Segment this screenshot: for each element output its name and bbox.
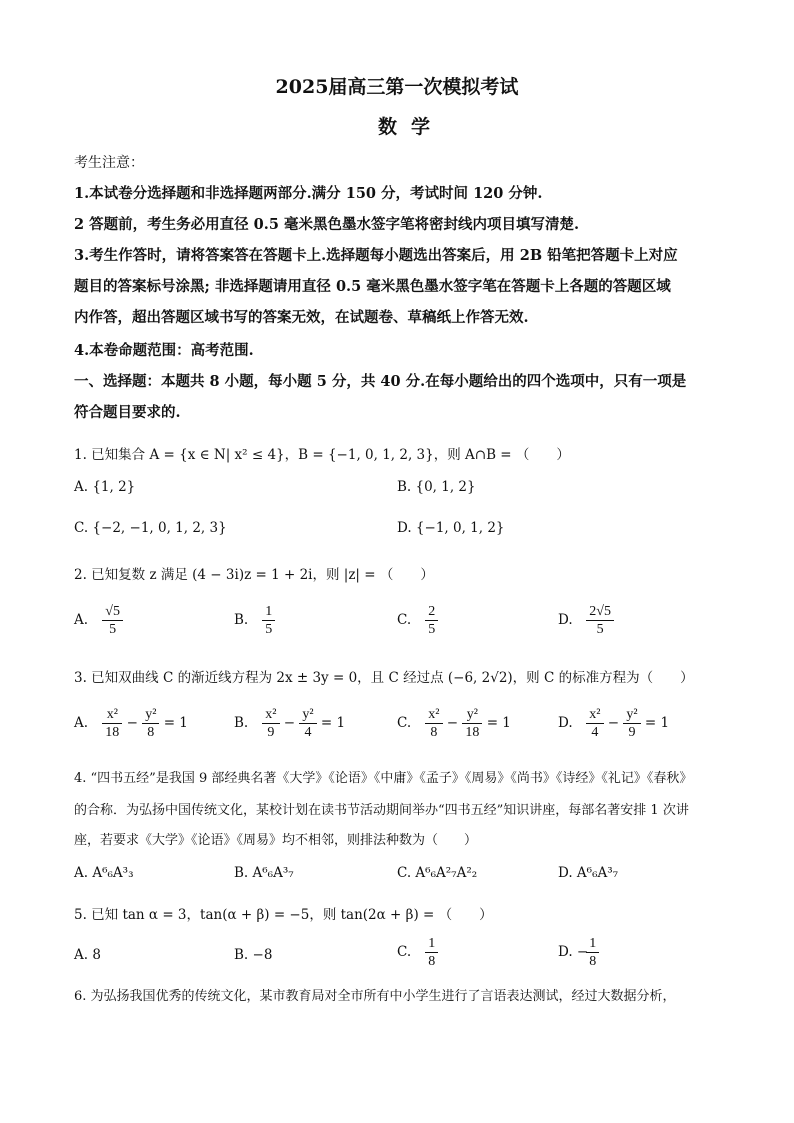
question-1-option-c: C. {−2, −1, 0, 1, 2, 3} xyxy=(74,520,227,536)
option-label: D. xyxy=(558,612,573,628)
question-3-option-c xyxy=(397,706,511,741)
section-heading-line-1: 一、选择题：本题共 8 小题，每小题 5 分，共 40 分.在每小题给出的四个选项中，只有一项是 xyxy=(74,373,687,390)
equals-one: = 1 xyxy=(320,715,346,731)
question-5-option-d xyxy=(558,935,599,970)
notice-line-6: 4.本卷命题范围：高考范围. xyxy=(74,342,254,359)
numerator: 2 xyxy=(425,603,438,621)
denominator: 5 xyxy=(428,622,436,637)
denominator: 8 xyxy=(147,725,155,740)
numerator: x² xyxy=(102,706,122,724)
option-label: C. xyxy=(397,715,412,731)
question-4-option-b: B. A⁶₆A³₇ xyxy=(234,865,294,881)
denominator: 8 xyxy=(589,954,597,969)
equals-one: = 1 xyxy=(486,715,511,731)
section-heading-line-2: 符合题目要求的. xyxy=(74,404,181,421)
denominator: 8 xyxy=(428,954,436,969)
fraction xyxy=(102,603,123,638)
option-label: C. xyxy=(397,944,412,960)
fraction xyxy=(586,603,614,638)
equals-one: = 1 xyxy=(163,715,188,731)
question-2-option-c xyxy=(397,603,438,638)
question-1-stem: 1. 已知集合 A = {x ∈ N| x² ≤ 4}，B = {−1, 0, 1, 2, 3}，则 A∩B = （ ） xyxy=(74,447,570,463)
question-4-option-a: A. A⁶₆A³₃ xyxy=(74,865,134,881)
fraction xyxy=(623,706,640,741)
option-label: A. xyxy=(74,612,89,628)
fraction xyxy=(425,706,442,741)
option-label: B. xyxy=(234,612,249,628)
question-3-option-d xyxy=(558,706,669,741)
minus-sign: − xyxy=(446,715,459,731)
numerator: y² xyxy=(142,706,159,724)
question-5-stem: 5. 已知 tan α = 3，tan(α + β) = −5，则 tan(2α + β) = （ ） xyxy=(74,907,493,923)
fraction xyxy=(425,935,438,970)
question-6-stem: 6. 为弘扬我国优秀的传统文化，某市教育局对全市所有中小学生进行了言语表达测试，经过大数据分析， xyxy=(74,989,676,1004)
question-2-option-a xyxy=(74,603,123,638)
denominator: 18 xyxy=(105,725,120,740)
option-label: B. xyxy=(234,715,249,731)
fraction xyxy=(142,706,159,741)
equals-one: = 1 xyxy=(644,715,670,731)
subject-title: 数学 xyxy=(377,116,444,138)
question-1-option-d: D. {−1, 0, 1, 2} xyxy=(397,520,505,536)
option-label: A. xyxy=(74,715,89,731)
option-label: C. xyxy=(397,612,412,628)
notice-line-4: 题目的答案标号涂黑; 非选择题请用直径 0.5 毫米黑色墨水签字笔在答题卡上各题的答题区域 xyxy=(74,278,671,295)
question-5-option-c xyxy=(397,935,438,970)
denominator: 18 xyxy=(465,725,480,740)
numerator: 1 xyxy=(425,935,438,953)
fraction xyxy=(586,935,599,970)
fraction xyxy=(299,706,316,741)
question-4-option-d: D. A⁶₆A³₇ xyxy=(558,865,619,881)
denominator: 5 xyxy=(265,622,273,637)
denominator: 5 xyxy=(109,622,117,637)
numerator: 1 xyxy=(586,935,599,953)
notice-line-3: 3.考生作答时，请将答案答在答题卡上.选择题每小题选出答案后，用 2B 铅笔把答题卡上对应 xyxy=(74,247,678,264)
denominator: 4 xyxy=(304,725,312,740)
denominator: 5 xyxy=(596,622,604,637)
minus-sign: − xyxy=(607,715,620,731)
question-3-stem: 3. 已知双曲线 C 的渐近线方程为 2x ± 3y = 0，且 C 经过点 (−6, 2√2)，则 C 的标准方程为（ ） xyxy=(74,670,694,686)
minus-sign: − xyxy=(283,715,296,731)
numerator: 1 xyxy=(262,603,275,621)
fraction xyxy=(425,603,438,638)
question-3-option-a xyxy=(74,706,188,741)
question-4-line-1: 4. “四书五经”是我国 9 部经典名著《大学》《论语》《中庸》《孟子》《周易》《尚书》《诗经》《礼记》《春秋》 xyxy=(74,771,693,786)
notice-heading: 考生注意： xyxy=(74,155,144,171)
notice-line-2: 2 答题前，考生务必用直径 0.5 毫米黑色墨水签字笔将密封线内项目填写清楚. xyxy=(74,216,580,233)
question-4-option-c: C. A⁶₆A²₇A²₂ xyxy=(397,865,478,881)
question-2-option-d xyxy=(558,603,614,638)
numerator: 2√5 xyxy=(586,603,614,621)
question-3-option-b xyxy=(234,706,345,741)
notice-line-5: 内作答，超出答题区域书写的答案无效，在试题卷、草稿纸上作答无效. xyxy=(74,309,529,326)
numerator: x² xyxy=(425,706,442,724)
option-label: D. xyxy=(558,715,573,731)
minus-sign: − xyxy=(126,715,138,731)
fraction xyxy=(102,706,122,741)
question-1-option-a: A. {1, 2} xyxy=(74,479,136,495)
option-label: D. − xyxy=(558,944,589,960)
numerator: √5 xyxy=(102,603,123,621)
exam-title: 2025届高三第一次模拟考试 xyxy=(275,76,519,98)
fraction xyxy=(262,706,279,741)
numerator: x² xyxy=(586,706,603,724)
question-5-option-a: A. 8 xyxy=(74,947,101,963)
fraction xyxy=(262,603,275,638)
denominator: 9 xyxy=(267,725,275,740)
numerator: y² xyxy=(462,706,482,724)
numerator: y² xyxy=(623,706,640,724)
denominator: 4 xyxy=(591,725,599,740)
question-5-option-b: B. −8 xyxy=(234,947,273,963)
numerator: y² xyxy=(299,706,316,724)
notice-line-1: 1.本试卷分选择题和非选择题两部分.满分 150 分，考试时间 120 分钟. xyxy=(74,185,543,202)
fraction xyxy=(462,706,482,741)
question-2-option-b xyxy=(234,603,275,638)
question-2-stem: 2. 已知复数 z 满足 (4 − 3i)z = 1 + 2i，则 |z| = （ ） xyxy=(74,567,434,583)
fraction xyxy=(586,706,603,741)
question-1-option-b: B. {0, 1, 2} xyxy=(397,479,476,495)
question-4-line-2: 的合称．为弘扬中国传统文化，某校计划在读书节活动期间举办“四书五经”知识讲座，每部名著安排 1 次讲 xyxy=(74,803,689,818)
denominator: 8 xyxy=(430,725,438,740)
question-4-line-3: 座，若要求《大学》《论语》《周易》均不相邻，则排法种数为（ ） xyxy=(74,833,478,848)
denominator: 9 xyxy=(628,725,636,740)
numerator: x² xyxy=(262,706,279,724)
